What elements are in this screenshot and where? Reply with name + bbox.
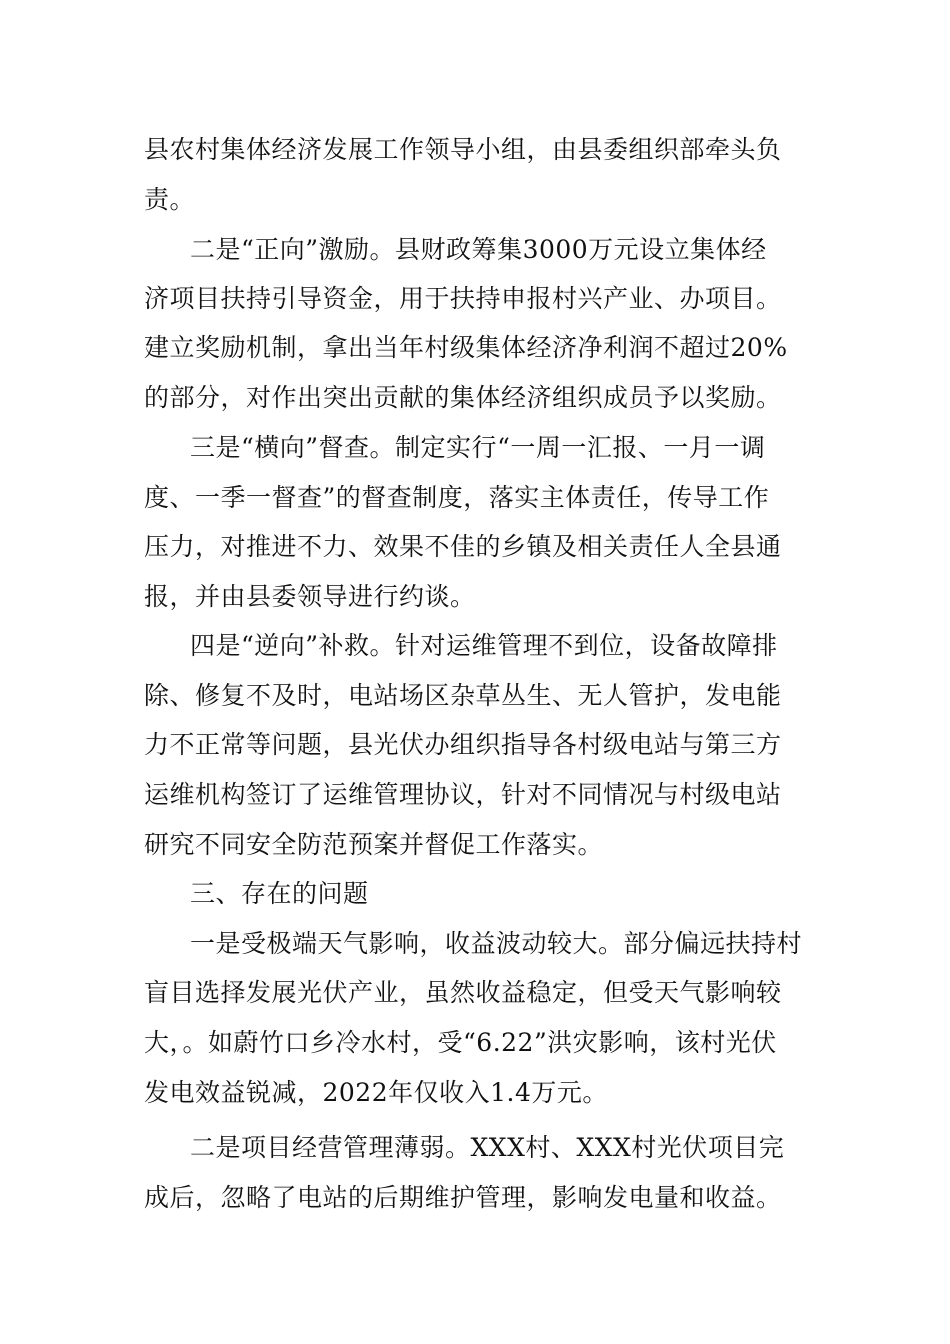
text-line-19: 大，。如蔚竹口乡冷水村，受“6.22”洪灾影响，该村光伏 bbox=[144, 1028, 777, 1057]
section-heading: 三、存在的问题 bbox=[190, 879, 369, 908]
text-line-15: 研究不同安全防范预案并督促工作落实。 bbox=[144, 830, 604, 859]
text-line-6: 的部分，对作出突出贡献的集体经济组织成员予以奖励。 bbox=[144, 383, 782, 412]
text-line-21: 二是项目经营管理薄弱。XXX村、XXX村光伏项目完 bbox=[190, 1133, 785, 1162]
text-line-8: 度、一季一督查”的督查制度，落实主体责任，传导工作 bbox=[144, 483, 770, 512]
text-line-1: 县农村集体经济发展工作领导小组，由县委组织部牵头负 bbox=[144, 135, 782, 164]
text-line-12: 除、修复不及时，电站场区杂草丛生、无人管护，发电能 bbox=[144, 681, 782, 710]
text-line-10: 报，并由县委领导进行约谈。 bbox=[144, 582, 476, 611]
text-line-18: 盲目选择发展光伏产业，虽然收益稳定，但受天气影响较 bbox=[144, 978, 782, 1007]
text-line-14: 运维机构签订了运维管理协议，针对不同情况与村级电站 bbox=[144, 780, 782, 809]
text-line-20: 发电效益锐减，2022年仅收入1.4万元。 bbox=[144, 1078, 608, 1107]
text-line-11: 四是“逆向”补救。针对运维管理不到位，设备故障排 bbox=[190, 631, 778, 660]
text-line-22: 成后，忽略了电站的后期维护管理，影响发电量和收益。 bbox=[144, 1183, 782, 1212]
text-line-3: 二是“正向”激励。县财政筹集3000万元设立集体经 bbox=[190, 235, 767, 264]
text-line-5: 建立奖励机制，拿出当年村级集体经济净利润不超过20% bbox=[144, 333, 788, 362]
text-line-4: 济项目扶持引导资金，用于扶持申报村兴产业、办项目。 bbox=[144, 284, 782, 313]
text-line-17: 一是受极端天气影响，收益波动较大。部分偏远扶持村 bbox=[190, 929, 803, 958]
text-line-13: 力不正常等问题，县光伏办组织指导各村级电站与第三方 bbox=[144, 730, 782, 759]
text-line-2: 责。 bbox=[144, 185, 196, 214]
text-line-9: 压力，对推进不力、效果不佳的乡镇及相关责任人全县通 bbox=[144, 532, 782, 561]
text-line-7: 三是“横向”督查。制定实行“一周一汇报、一月一调 bbox=[190, 433, 766, 462]
